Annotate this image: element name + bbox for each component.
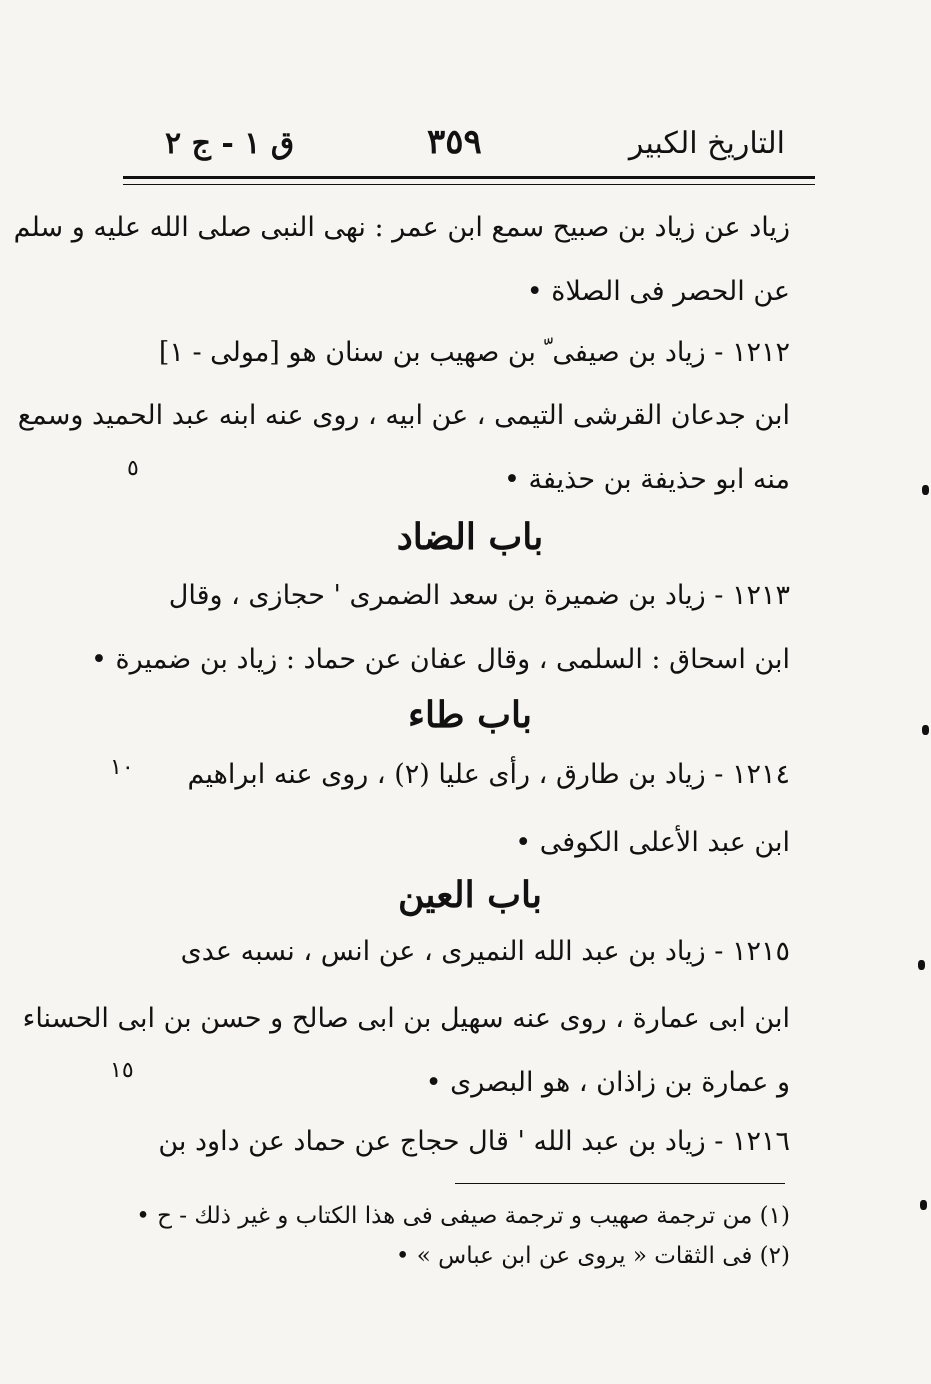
entry-1216: ١٢١٦ - زياد بن عبد الله ' قال حجاج عن حماد عن داود بن	[158, 1126, 790, 1157]
text-line: عن الحصر فى الصلاة •	[526, 276, 790, 307]
text-line: ابن اسحاق : السلمى ، وقال عفان عن حماد : زياد بن ضميرة •	[91, 644, 790, 675]
footnote-2: (٢) فى الثقات « يروى عن ابن عباس » •	[395, 1243, 790, 1269]
margin-line-number: ٥	[127, 456, 139, 481]
entry-1215: ١٢١٥ - زياد بن عبد الله النميرى ، عن انس ، نسبه عدى	[180, 936, 790, 967]
margin-line-number: ١٥	[110, 1058, 134, 1083]
entry-1212: ١٢١٢ - زياد بن صيفى ّ بن صهيب بن سنان هو [مولى - ١]	[158, 337, 790, 368]
text-line: ابن ابى عمارة ، روى عنه سهيل بن ابى صالح و حسن بن ابى الحسناء	[22, 1003, 790, 1034]
binding-mark	[922, 485, 929, 495]
text-line: و عمارة بن زاذان ، هو البصرى •	[425, 1067, 790, 1098]
header-rule-thick	[123, 176, 815, 179]
header-rule-thin	[123, 184, 815, 185]
section-heading: باب طاء	[408, 694, 532, 736]
footnote-rule	[455, 1183, 785, 1184]
page-header	[165, 118, 785, 168]
binding-mark	[920, 1200, 927, 1210]
text-line: ابن عبد الأعلى الكوفى •	[515, 827, 790, 858]
margin-line-number: ١٠	[110, 755, 134, 780]
text-line: منه ابو حذيفة بن حذيفة •	[504, 464, 790, 495]
binding-mark	[922, 725, 929, 735]
section-heading: باب الضاد	[396, 516, 544, 558]
section-heading: باب العين	[397, 874, 543, 916]
text-line: زياد عن زياد بن صبيح سمع ابن عمر : نهى النبى صلى الله عليه و سلم	[13, 212, 790, 243]
entry-1214: ١٢١٤ - زياد بن طارق ، رأى عليا (٢) ، روى عنه ابراهيم	[187, 759, 790, 790]
binding-mark	[918, 960, 925, 970]
entry-1213: ١٢١٣ - زياد بن ضميرة بن سعد الضمرى ' حجازى ، وقال	[168, 580, 790, 611]
page-number: ٣٥٩	[427, 122, 482, 162]
footnote-1: (١) من ترجمة صهيب و ترجمة صيفى فى هذا الكتاب و غير ذلك - ح •	[136, 1203, 790, 1229]
text-line: ابن جدعان القرشى التيمى ، عن ابيه ، روى عنه ابنه عبد الحميد وسمع	[17, 400, 790, 431]
running-title: التاريخ الكبير	[628, 126, 785, 161]
part-volume-label: ق ١ - ج ٢	[165, 126, 295, 161]
